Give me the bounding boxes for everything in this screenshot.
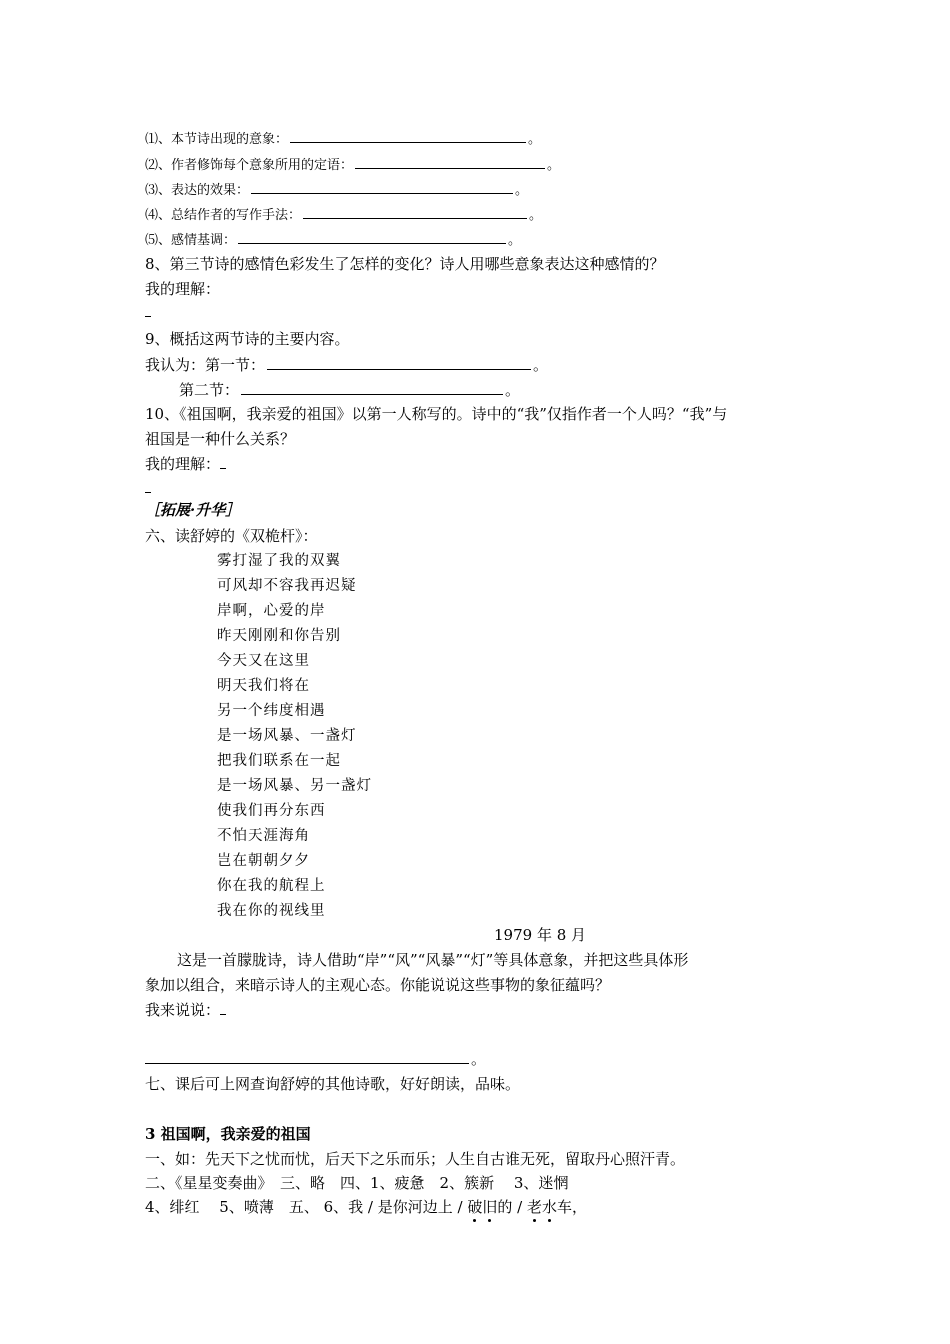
poem-line: 你在我的航程上	[217, 878, 326, 894]
poem-line: 是一场风暴、一盏灯	[217, 728, 357, 744]
question-6: 六、读舒婷的《双桅杆》：	[145, 527, 318, 545]
question-9-second: 第二节： 。	[179, 381, 521, 399]
answer-blank[interactable]	[251, 178, 513, 194]
analysis-line1: 这是一首朦胧诗，诗人借助“岸”“风”“风暴”“灯”等具体意象，并把这些具体形	[177, 951, 689, 969]
poem-line: 把我们联系在一起	[217, 753, 341, 769]
answer-blank[interactable]	[145, 1048, 469, 1064]
poem-line: 可风却不容我再迟疑	[217, 578, 357, 594]
answer-blank[interactable]	[290, 127, 526, 143]
answer-blank[interactable]	[303, 203, 527, 219]
answer-blank[interactable]	[238, 228, 506, 244]
question-9-first: 我认为：第一节： 。	[145, 356, 549, 374]
poem-line: 不怕天涯海角	[217, 828, 310, 844]
poem-line: 另一个纬度相遇	[217, 703, 326, 719]
answer-blank[interactable]	[267, 354, 531, 370]
answer-1: 一、如：先天下之忧而忧，后天下之乐而乐；人生自古谁无死，留取丹心照汗青。	[145, 1150, 686, 1168]
my-understanding-label: 我的理解：	[145, 454, 226, 474]
question-9: 9、概括这两节诗的主要内容。	[145, 330, 350, 348]
question-3: ⑶、表达的效果： 。	[145, 178, 528, 201]
answer-blank[interactable]	[355, 153, 545, 169]
answer-line: 。	[145, 1048, 486, 1069]
answer-4: 4、绯红 5、喷薄 五、 6、我 / 是你河边上 / 破旧的 / 老水车，	[145, 1198, 588, 1216]
answer-blank-stub[interactable]	[220, 1000, 226, 1015]
answer-blank-stub[interactable]	[145, 302, 151, 322]
question-7: 七、课后可上网查询舒婷的其他诗歌，好好朗读，品味。	[145, 1075, 521, 1093]
poem-line: 今天又在这里	[217, 653, 310, 669]
dotted-text: 破旧	[467, 1198, 498, 1216]
answer-2: 二、《星星变奏曲》 三、略 四、1、疲惫 2、簇新 3、迷惘	[145, 1174, 569, 1192]
question-4: ⑷、总结作者的写作手法： 。	[145, 203, 542, 226]
dotted-text: 老水	[526, 1198, 558, 1216]
poem-line: 明天我们将在	[217, 678, 310, 694]
poem-line: 雾打湿了我的双翼	[217, 553, 341, 569]
answer-blank-stub[interactable]	[220, 454, 226, 469]
question-5: ⑸、感情基调： 。	[145, 228, 521, 251]
poem-line: 岂在朝朝夕夕	[217, 853, 310, 869]
poem-line: 我在你的视线里	[217, 903, 326, 919]
poem-line: 岸啊，心爱的岸	[217, 603, 326, 619]
poem-line: 使我们再分东西	[217, 803, 326, 819]
answer-blank[interactable]	[241, 379, 503, 395]
poem-date: 1979 年 8 月	[494, 926, 587, 944]
question-10-line1: 10、《祖国啊，我亲爱的祖国》以第一人称写的。诗中的“我”仅指作者一个人吗？“我”与	[145, 405, 728, 423]
question-2: ⑵、作者修饰每个意象所用的定语： 。	[145, 153, 560, 176]
poem-line: 昨天刚刚和你告别	[217, 628, 341, 644]
question-1: ⑴、本节诗出现的意象： 。	[145, 127, 541, 150]
analysis-line2: 象加以组合，来暗示诗人的主观心态。你能说说这些事物的象征蕴吗？	[145, 976, 611, 994]
section-heading: ［拓展·升华］	[145, 501, 241, 519]
question-10-line2: 祖国是一种什么关系？	[145, 430, 296, 448]
answer-title: 3 祖国啊，我亲爱的祖国	[145, 1125, 311, 1143]
my-say-label: 我来说说：	[145, 1000, 226, 1020]
answer-blank-stub[interactable]	[145, 478, 151, 498]
poem-line: 是一场风暴、另一盏灯	[217, 778, 372, 794]
my-understanding-label: 我的理解：	[145, 280, 221, 298]
question-8: 8、第三节诗的感情色彩发生了怎样的变化？诗人用哪些意象表达这种感情的？	[145, 255, 665, 273]
